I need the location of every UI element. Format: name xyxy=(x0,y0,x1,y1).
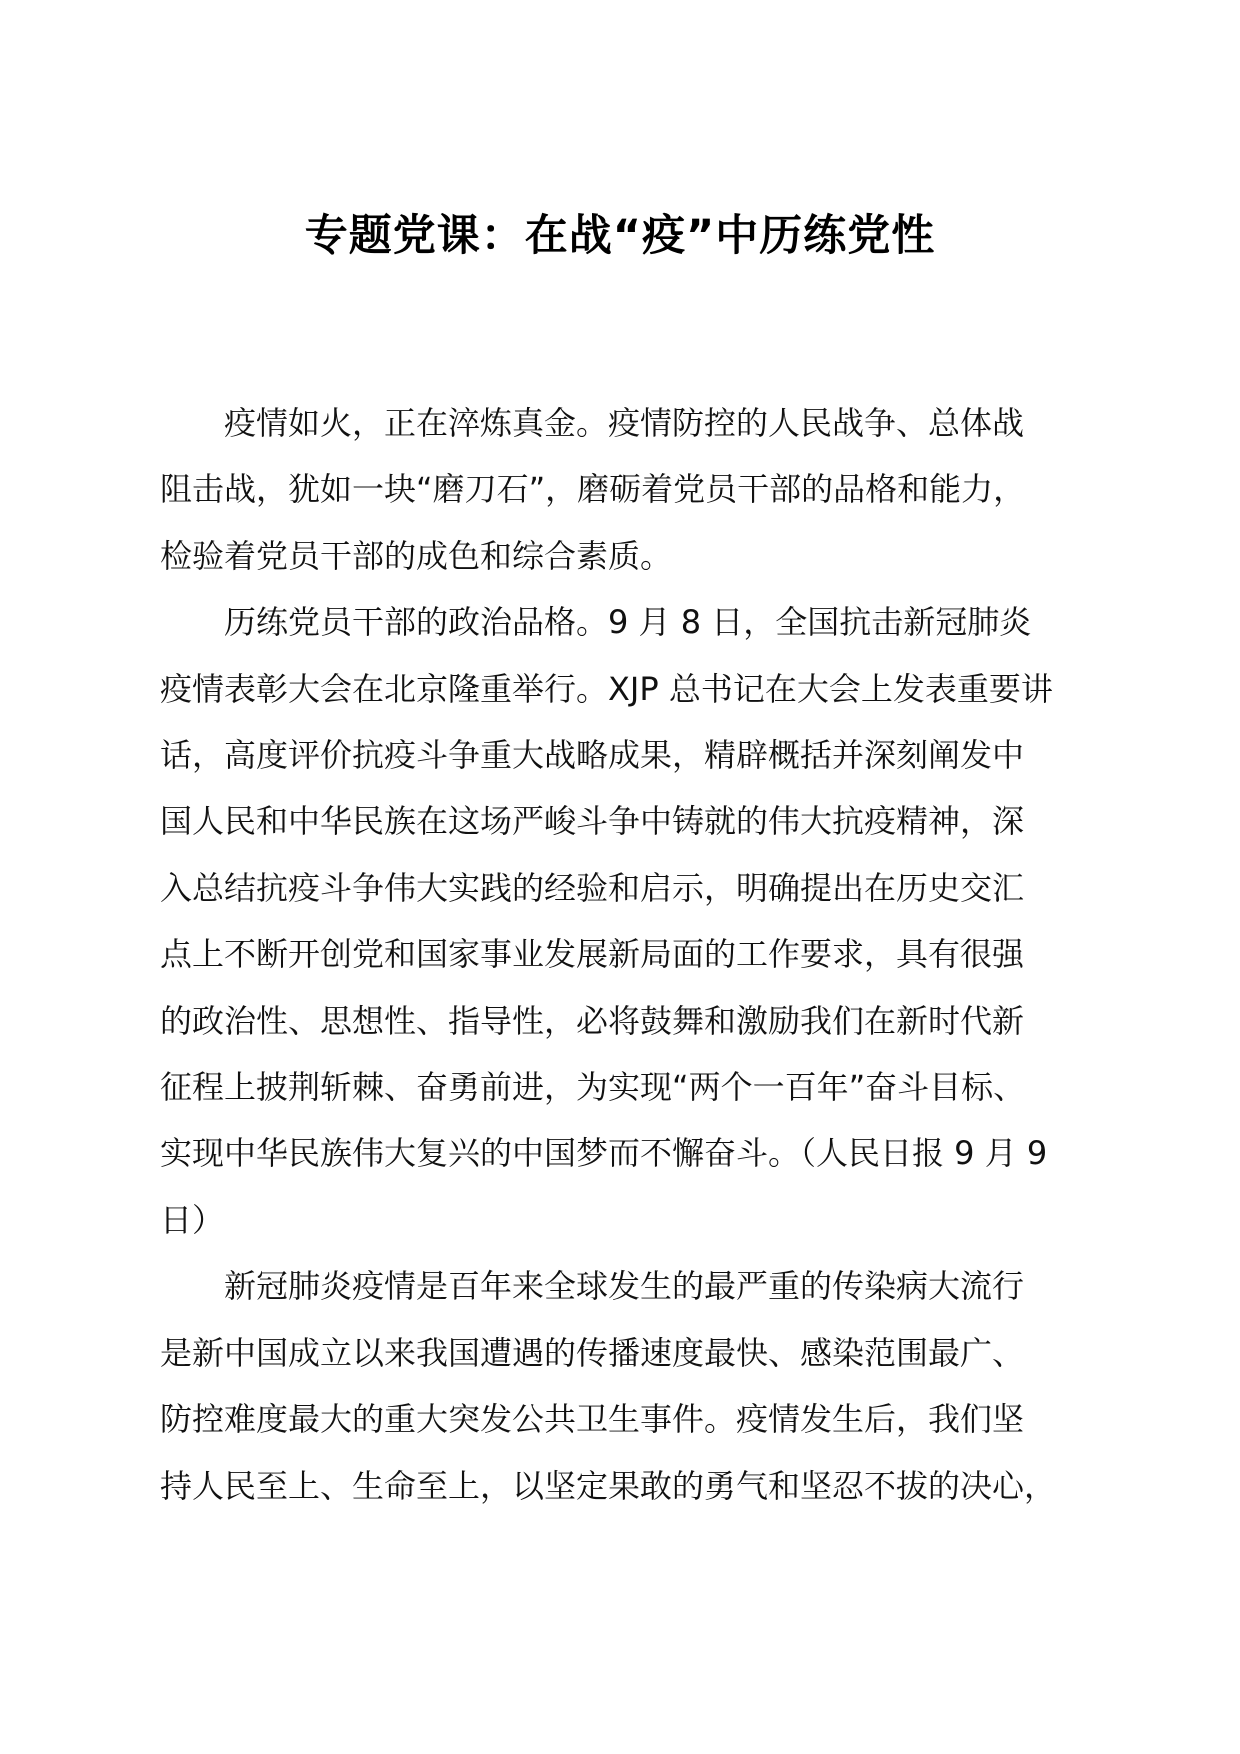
paragraph-3: 新冠肺炎疫情是百年来全球发生的最严重的传染病大流行 是新中国成立以来我国遭遇的传播速度最快、感染范围最广、 防控难度最大的重大突发公共卫生事件。疫情发生后，我们坚 持人民至上、生命至上，以坚定果敢的勇气和坚忍不拔的决心， xyxy=(160,1267,1057,1505)
paragraph-1: 疫情如火，正在淬炼真金。疫情防控的人民战争、总体战 阻击战，犹如一块“磨刀石”，磨砺着党员干部的品格和能力， 检验着党员干部的成色和综合素质。 xyxy=(160,404,1026,575)
document-title: 专题党课：在战“疫”中历练党性 xyxy=(304,211,936,261)
document-body xyxy=(160,390,1120,1519)
paragraph-2: 历练党员干部的政治品格。9 月 8 日，全国抗击新冠肺炎 疫情表彰大会在北京隆重举行。XJP 总书记在大会上发表重要讲 话，高度评价抗疫斗争重大战略成果，精辟概括并深刻阐发中 国人民和中华民族在这场严峻斗争中铸就的伟大抗疫精神，深 入总结抗疫斗争伟大实践的经验和启示，明确提出在历史交汇 点上不断开创党和国家事业发展新局面的工作要求，具有很强 的政治性、思想性、指导性，必将鼓舞和激励我们在新时代新 征程上披荆斩棘、奋勇前进，为实现“两个一百年”奋斗目标、 实现中华民族伟大复兴的中国梦而不懈奋斗。（人民日报 9 月 9 日） xyxy=(160,603,1053,1239)
